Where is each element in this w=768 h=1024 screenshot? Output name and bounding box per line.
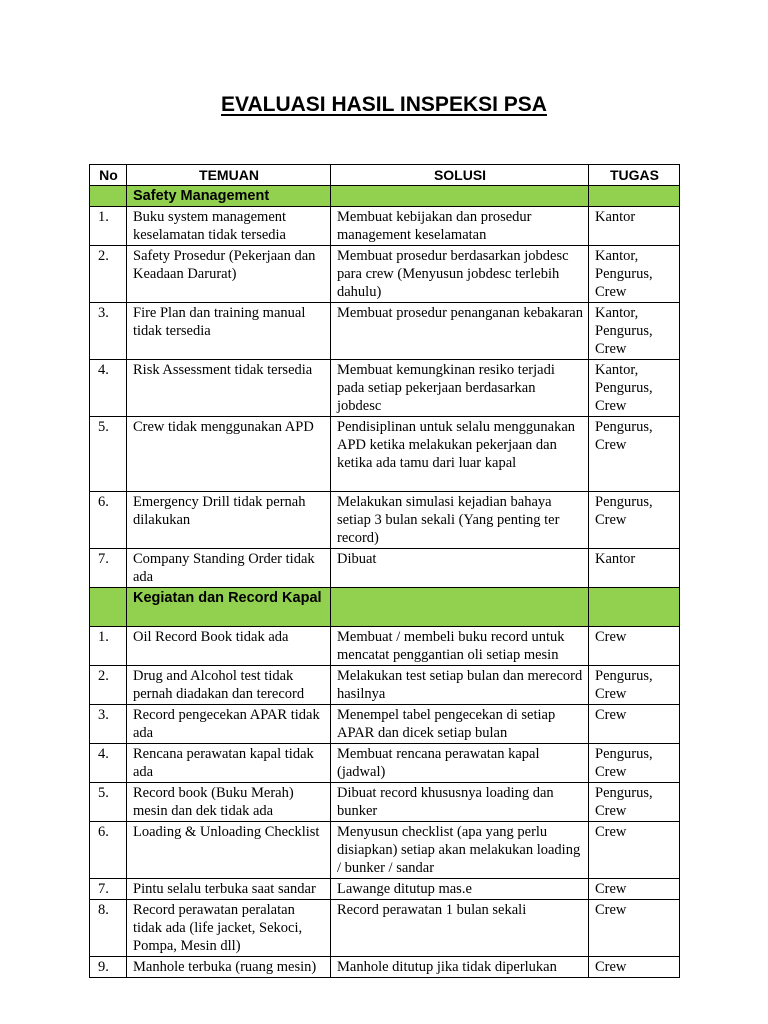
table-row (90, 549, 680, 588)
cell-tugas: Crew (589, 879, 680, 900)
table-row (90, 627, 680, 666)
cell-temuan: Fire Plan dan training manual tidak tersedia (127, 303, 331, 360)
cell-solusi: Membuat prosedur berdasarkan jobdesc para crew (Menyusun jobdesc terlebih dahulu) (331, 246, 589, 303)
cell-solusi: Pendisiplinan untuk selalu menggunakan APD ketika melakukan pekerjaan dan ketika ada tamu dari luar kapal (331, 417, 589, 492)
cell-temuan: Crew tidak menggunakan APD (127, 417, 331, 492)
cell-no: 7. (90, 879, 127, 900)
table-row (90, 666, 680, 705)
table-row (90, 783, 680, 822)
cell-no: 2. (90, 666, 127, 705)
cell-temuan: Drug and Alcohol test tidak pernah diadakan dan terecord (127, 666, 331, 705)
section-empty-cell (90, 588, 127, 627)
table-row (90, 417, 680, 492)
header-temuan: TEMUAN (127, 165, 331, 186)
table-row (90, 957, 680, 978)
table-row (90, 744, 680, 783)
cell-solusi: Manhole ditutup jika tidak diperlukan (331, 957, 589, 978)
cell-temuan: Company Standing Order tidak ada (127, 549, 331, 588)
cell-temuan: Record book (Buku Merah) mesin dan dek tidak ada (127, 783, 331, 822)
cell-temuan: Manhole terbuka (ruang mesin) (127, 957, 331, 978)
cell-temuan: Pintu selalu terbuka saat sandar (127, 879, 331, 900)
section-title: Safety Management (127, 186, 331, 207)
cell-no: 7. (90, 549, 127, 588)
header-no: No (90, 165, 127, 186)
table-row (90, 879, 680, 900)
cell-tugas: Pengurus, Crew (589, 783, 680, 822)
cell-no: 3. (90, 705, 127, 744)
cell-solusi: Dibuat record khususnya loading dan bunker (331, 783, 589, 822)
cell-tugas: Kantor, Pengurus, Crew (589, 303, 680, 360)
section-row (90, 186, 680, 207)
cell-no: 3. (90, 303, 127, 360)
cell-temuan: Risk Assessment tidak tersedia (127, 360, 331, 417)
cell-tugas: Crew (589, 705, 680, 744)
cell-solusi: Membuat / membeli buku record untuk mencatat penggantian oli setiap mesin (331, 627, 589, 666)
section-empty-cell (589, 588, 680, 627)
cell-no: 1. (90, 627, 127, 666)
cell-solusi: Menyusun checklist (apa yang perlu disiapkan) setiap akan melakukan loading / bunker / sandar (331, 822, 589, 879)
cell-solusi: Dibuat (331, 549, 589, 588)
document-title: EVALUASI HASIL INSPEKSI PSA (221, 93, 547, 116)
cell-temuan: Loading & Unloading Checklist (127, 822, 331, 879)
cell-solusi: Membuat kemungkinan resiko terjadi pada setiap pekerjaan berdasarkan jobdesc (331, 360, 589, 417)
cell-temuan: Rencana perawatan kapal tidak ada (127, 744, 331, 783)
section-empty-cell (90, 186, 127, 207)
cell-solusi: Menempel tabel pengecekan di setiap APAR dan dicek setiap bulan (331, 705, 589, 744)
cell-solusi: Melakukan simulasi kejadian bahaya setiap 3 bulan sekali (Yang penting ter record) (331, 492, 589, 549)
cell-solusi: Membuat prosedur penanganan kebakaran (331, 303, 589, 360)
cell-solusi: Melakukan test setiap bulan dan merecord hasilnya (331, 666, 589, 705)
table-row (90, 822, 680, 879)
inspection-table (89, 164, 680, 978)
cell-solusi: Membuat kebijakan dan prosedur management keselamatan (331, 207, 589, 246)
cell-solusi: Lawange ditutup mas.e (331, 879, 589, 900)
cell-tugas: Pengurus, Crew (589, 492, 680, 549)
cell-tugas: Pengurus, Crew (589, 417, 680, 492)
section-row (90, 588, 680, 627)
cell-temuan: Safety Prosedur (Pekerjaan dan Keadaan Darurat) (127, 246, 331, 303)
cell-tugas: Crew (589, 900, 680, 957)
cell-solusi: Record perawatan 1 bulan sekali (331, 900, 589, 957)
header-tugas: TUGAS (589, 165, 680, 186)
cell-no: 1. (90, 207, 127, 246)
cell-tugas: Crew (589, 957, 680, 978)
cell-temuan: Oil Record Book tidak ada (127, 627, 331, 666)
cell-solusi: Membuat rencana perawatan kapal (jadwal) (331, 744, 589, 783)
cell-tugas: Kantor, Pengurus, Crew (589, 246, 680, 303)
cell-no: 6. (90, 822, 127, 879)
cell-no: 4. (90, 744, 127, 783)
table-header-row (90, 165, 680, 186)
cell-no: 8. (90, 900, 127, 957)
table-row (90, 900, 680, 957)
section-empty-cell (589, 186, 680, 207)
section-empty-cell (331, 186, 589, 207)
cell-tugas: Kantor, Pengurus, Crew (589, 360, 680, 417)
table-row (90, 360, 680, 417)
header-solusi: SOLUSI (331, 165, 589, 186)
cell-tugas: Kantor (589, 549, 680, 588)
table-row (90, 246, 680, 303)
cell-tugas: Crew (589, 822, 680, 879)
section-title: Kegiatan dan Record Kapal (127, 588, 331, 627)
cell-temuan: Buku system management keselamatan tidak tersedia (127, 207, 331, 246)
cell-temuan: Record pengecekan APAR tidak ada (127, 705, 331, 744)
table-row (90, 207, 680, 246)
cell-tugas: Kantor (589, 207, 680, 246)
table-row (90, 303, 680, 360)
cell-no: 4. (90, 360, 127, 417)
table-body (90, 186, 680, 978)
table-row (90, 492, 680, 549)
cell-no: 6. (90, 492, 127, 549)
cell-temuan: Record perawatan peralatan tidak ada (life jacket, Sekoci, Pompa, Mesin dll) (127, 900, 331, 957)
cell-no: 9. (90, 957, 127, 978)
cell-no: 2. (90, 246, 127, 303)
section-empty-cell (331, 588, 589, 627)
cell-tugas: Crew (589, 627, 680, 666)
cell-temuan: Emergency Drill tidak pernah dilakukan (127, 492, 331, 549)
cell-tugas: Pengurus, Crew (589, 666, 680, 705)
cell-no: 5. (90, 783, 127, 822)
cell-tugas: Pengurus, Crew (589, 744, 680, 783)
table-row (90, 705, 680, 744)
cell-no: 5. (90, 417, 127, 492)
